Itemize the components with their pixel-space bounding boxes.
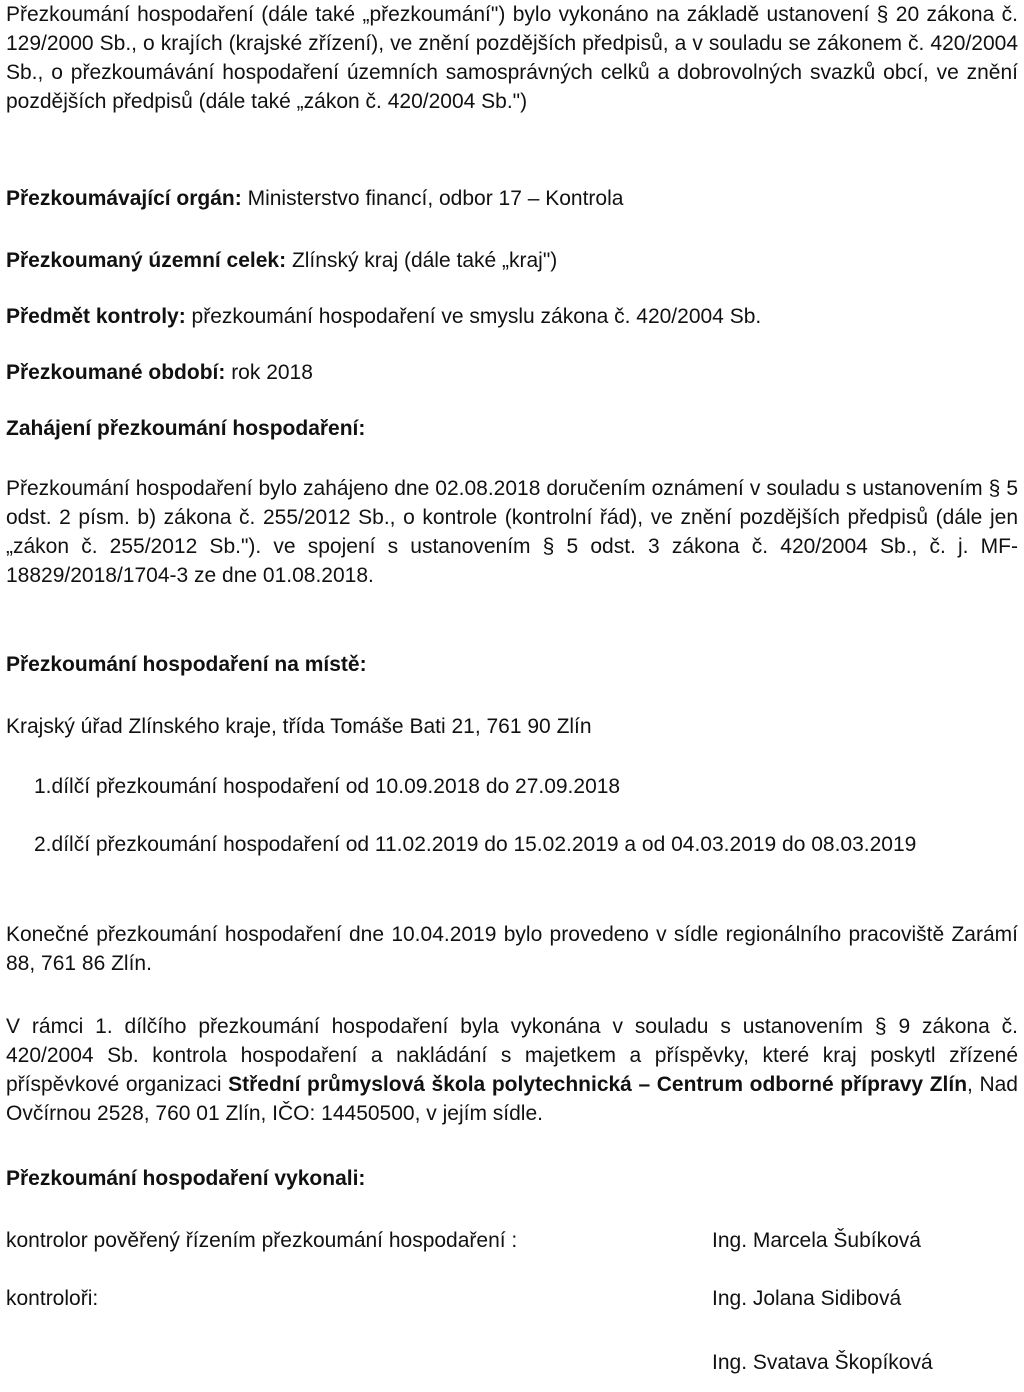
reviewing-authority-value: Ministerstvo financí, odbor 17 – Kontrola — [241, 187, 624, 210]
onsite-heading: Přezkoumání hospodaření na místě: — [6, 653, 367, 676]
reviewed-entity-label: Přezkoumaný územní celek: — [6, 249, 287, 272]
reviewers-heading: Přezkoumání hospodaření vykonali: — [6, 1167, 366, 1190]
subject-label: Předmět kontroly: — [6, 305, 186, 328]
partial-review-2: 2.dílčí přezkoumání hospodaření od 11.02.2019 do 15.02.2019 a od 04.03.2019 do 08.03.2019 — [34, 833, 917, 856]
scope-text-after: , Nad Ovčírnou 2528, 760 01 Zlín, IČO: 14450500, v jejím sídle. — [6, 1073, 1018, 1125]
scope-text-before: V rámci 1. dílčího přezkoumání hospodaření byla vykonána v souladu s ustanovením § 9 zákona č. 420/2004 Sb. kontrola hospodaření a nakládání s majetkem a příspěvky, které kraj poskytl zřízené příspěvkové organizaci — [6, 1015, 1018, 1096]
partial-review-1: 1.dílčí přezkoumání hospodaření od 10.09.2018 do 27.09.2018 — [34, 775, 621, 798]
intro-paragraph: Přezkoumání hospodaření (dále také „přezkoumání") bylo vykonáno na základě ustanovení § 20 zákona č. 129/2000 Sb., o krajích (krajské zřízení), ve znění pozdějších předpisů, a v souladu se zákonem č. 420/2004 Sb., o přezkoumávání hospodaření územních samosprávných celků a dobrovolných svazků obcí, ve znění pozdějších předpisů (dále také „zákon č. 420/2004 Sb.") — [6, 3, 1018, 113]
final-review-paragraph: Konečné přezkoumání hospodaření dne 10.04.2019 bylo provedeno v sídle regionálního pracoviště Zarámí 88, 761 86 Zlín. — [6, 923, 1018, 975]
onsite-office: Krajský úřad Zlínského kraje, třída Tomáše Bati 21, 761 90 Zlín — [6, 715, 592, 738]
lead-reviewer-row — [6, 1226, 1018, 1255]
reviewed-entity-line — [6, 246, 557, 275]
period-value: rok 2018 — [225, 361, 313, 384]
controller-row-2 — [6, 1348, 1018, 1377]
controller-name-1: Ing. Jolana Sidibová — [712, 1287, 902, 1310]
lead-reviewer-name: Ing. Marcela Šubíková — [712, 1229, 921, 1252]
scope-paragraph — [6, 1012, 1018, 1128]
period-label: Přezkoumané období: — [6, 361, 226, 384]
controllers-label-empty — [6, 1348, 712, 1377]
subject-line — [6, 302, 761, 331]
reviewing-authority-label: Přezkoumávající orgán: — [6, 187, 242, 210]
lead-reviewer-label: kontrolor pověřený řízením přezkoumání hospodaření : — [6, 1229, 518, 1252]
reviewed-entity-value: Zlínský kraj (dále také „kraj") — [286, 249, 558, 272]
controller-name-2: Ing. Svatava Škopíková — [712, 1351, 933, 1374]
reviewing-authority-line — [6, 184, 623, 213]
controller-row-1 — [6, 1284, 1018, 1313]
controllers-label: kontroloři: — [6, 1287, 99, 1310]
commencement-heading: Zahájení přezkoumání hospodaření: — [6, 417, 366, 440]
subject-value: přezkoumání hospodaření ve smyslu zákona č. 420/2004 Sb. — [185, 305, 762, 328]
period-line — [6, 358, 313, 387]
commencement-paragraph: Přezkoumání hospodaření bylo zahájeno dne 02.08.2018 doručením oznámení v souladu s ustanovením § 5 odst. 2 písm. b) zákona č. 255/2012 Sb., o kontrole (kontrolní řád), ve znění pozdějších předpisů (dále jen „zákon č. 255/2012 Sb."). ve spojení s ustanovením § 5 odst. 3 zákona č. 420/2004 Sb., č. j. MF-18829/2018/1704-3 ze dne 01.08.2018. — [6, 477, 1018, 587]
school-name: Střední průmyslová škola polytechnická – Centrum odborné přípravy Zlín — [228, 1073, 968, 1096]
